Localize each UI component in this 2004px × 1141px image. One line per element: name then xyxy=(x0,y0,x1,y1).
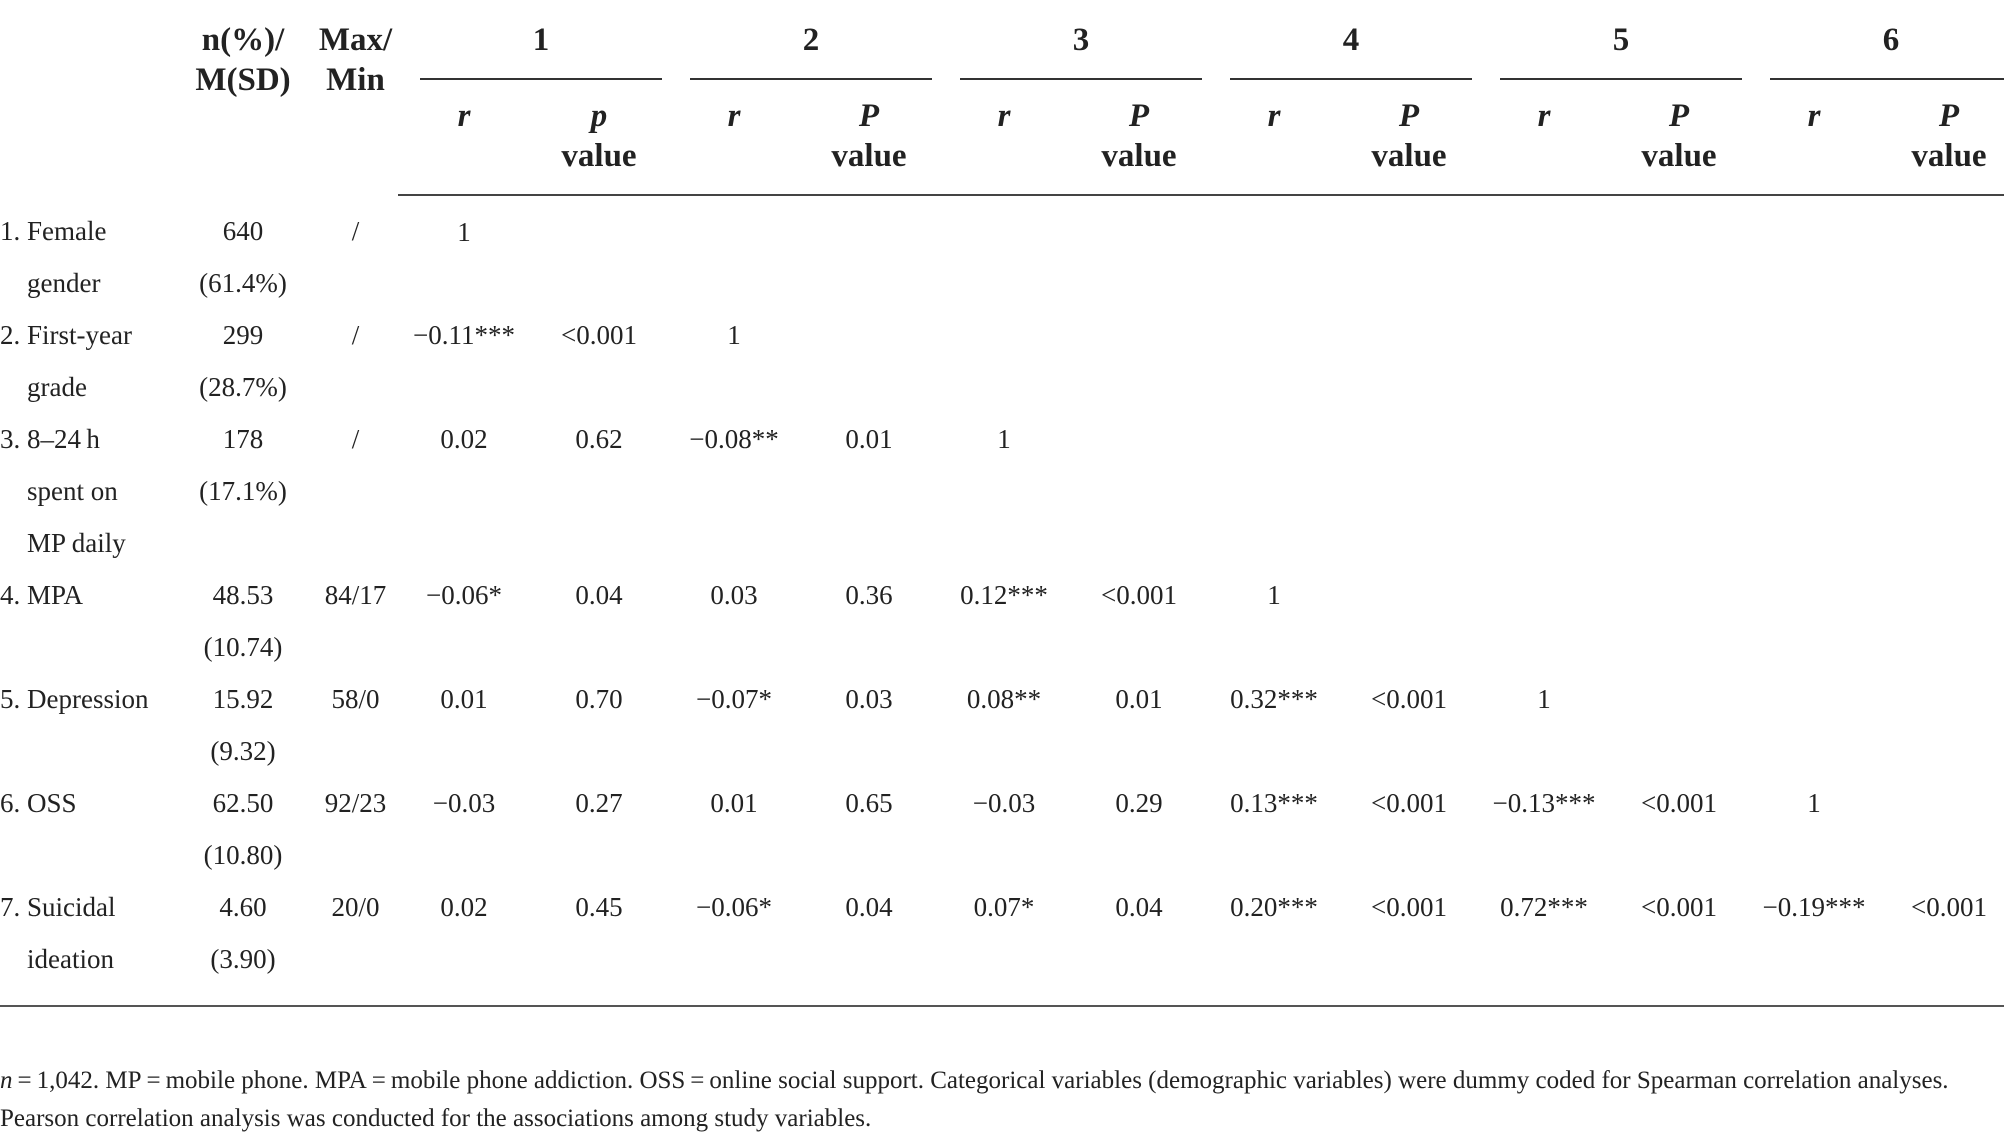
p-value-cell-2: 0.03 xyxy=(845,684,893,714)
r-value-cell-5 xyxy=(1478,195,1610,309)
row-n-msd-line: 4.60 xyxy=(219,892,267,922)
r-value-cell-5 xyxy=(1478,569,1610,673)
r-value-cell-6 xyxy=(1748,309,1880,413)
r-value-cell-2: 0.03 xyxy=(710,580,758,610)
r-value-cell-6 xyxy=(1748,673,1880,777)
row-max-min: / xyxy=(351,216,360,246)
p-value-cell-3: 0.01 xyxy=(1115,684,1163,714)
p-value-cell-3: 0.04 xyxy=(1070,881,1208,1006)
header-group-3: 3 xyxy=(938,0,1208,80)
p-value-cell-1: 0.62 xyxy=(575,424,623,454)
row-label-line: 6. OSS xyxy=(0,788,77,818)
p-value-cell-2 xyxy=(800,195,938,309)
p-value-cell-2: 0.36 xyxy=(845,580,893,610)
header-r-4: r xyxy=(1208,80,1340,195)
row-n-msd-line: (61.4%) xyxy=(199,268,287,298)
r-value-cell-1: 0.02 xyxy=(398,881,530,1006)
row-label xyxy=(0,673,173,777)
row-label xyxy=(0,309,173,413)
p-value-cell-5 xyxy=(1610,413,1748,569)
p-value-cell-3 xyxy=(1070,309,1208,413)
header-r-3: r xyxy=(938,80,1070,195)
r-value-cell-2 xyxy=(668,195,800,309)
p-value-cell-2: 0.04 xyxy=(800,881,938,1006)
table-row xyxy=(0,673,2004,777)
r-value-cell-5 xyxy=(1478,309,1610,413)
r-value-cell-3: 0.07* xyxy=(938,881,1070,1006)
p-value-cell-5 xyxy=(1610,309,1748,413)
r-value-cell-3: 1 xyxy=(997,424,1011,454)
p-value-cell-1: 0.45 xyxy=(530,881,668,1006)
row-n-msd-line: 15.92 xyxy=(212,684,274,714)
header-group-2: 2 xyxy=(668,0,938,80)
p-value-cell-3: 0.29 xyxy=(1115,788,1163,818)
header-max-line: Max/ xyxy=(318,22,393,58)
header-group-1: 1 xyxy=(398,0,668,80)
row-n-msd-line: (28.7%) xyxy=(199,372,287,402)
p-value-cell-4 xyxy=(1340,309,1478,413)
p-value-cell-6: <0.001 xyxy=(1880,881,2004,1006)
r-value-cell-4: 1 xyxy=(1267,580,1281,610)
r-value-cell-5 xyxy=(1478,413,1610,569)
table-body xyxy=(0,195,2004,1006)
p-value-cell-4 xyxy=(1340,195,1478,309)
p-value-cell-4 xyxy=(1340,569,1478,673)
header-p-5: P value xyxy=(1610,80,1748,195)
p-value-cell-5 xyxy=(1610,673,1748,777)
r-value-cell-1: 0.02 xyxy=(440,424,488,454)
header-r-5: r xyxy=(1478,80,1610,195)
row-n-msd-line: (10.80) xyxy=(203,840,283,870)
row-label-line: 5. Depression xyxy=(0,684,149,714)
row-n-msd-line: (9.32) xyxy=(210,736,276,766)
p-value-cell-6 xyxy=(1880,569,2004,673)
row-label xyxy=(0,413,173,569)
row-label-line: ideation xyxy=(27,944,114,974)
r-value-cell-2: −0.07* xyxy=(696,684,772,714)
row-n-msd xyxy=(173,195,313,309)
row-label-line: 1. Female xyxy=(0,216,107,246)
row-label-line: 7. Suicidal xyxy=(0,892,116,922)
footnote-text: = 1,042. MP = mobile phone. MPA = mobile phone addiction. OSS = online social support. Categorical variables (demographic variables) were dummy coded for Spearman correlation analyses. Pearson correlation analysis was conducted for the associations among study variables. xyxy=(0,1067,1949,1132)
p-value-cell-2 xyxy=(800,309,938,413)
table-row xyxy=(0,569,2004,673)
r-value-cell-3: 0.12*** xyxy=(960,580,1048,610)
p-value-cell-3: <0.001 xyxy=(1101,580,1177,610)
r-value-cell-4: 0.32*** xyxy=(1230,684,1318,714)
p-value-cell-1: 0.27 xyxy=(575,788,623,818)
row-max-min: 92/23 xyxy=(324,788,387,818)
r-value-cell-1: 1 xyxy=(457,217,471,247)
header-p-3: P value xyxy=(1070,80,1208,195)
p-value-cell-5: <0.001 xyxy=(1610,881,1748,1006)
p-value-cell-3 xyxy=(1070,413,1208,569)
header-min-line: Min xyxy=(326,62,385,98)
r-value-cell-6: 1 xyxy=(1807,788,1821,818)
row-n-msd-line: (17.1%) xyxy=(199,476,287,506)
header-p-6: P value xyxy=(1880,80,2004,195)
header-row-groups xyxy=(0,0,2004,80)
r-value-cell-1: −0.06* xyxy=(426,580,502,610)
header-p-4: P value xyxy=(1340,80,1478,195)
table-footnote xyxy=(0,1062,1990,1138)
p-value-cell-1: <0.001 xyxy=(561,320,637,350)
r-value-cell-5: −0.13*** xyxy=(1492,788,1596,818)
r-value-cell-2: 1 xyxy=(727,320,741,350)
header-p-1: p value xyxy=(530,80,668,195)
header-n-line: n(%)/ xyxy=(201,22,285,58)
row-label-line: MP daily xyxy=(27,528,126,558)
r-value-cell-6 xyxy=(1748,569,1880,673)
row-n-msd xyxy=(173,569,313,673)
header-p-2: P value xyxy=(800,80,938,195)
p-value-cell-6 xyxy=(1880,777,2004,881)
r-value-cell-2: −0.08** xyxy=(689,424,779,454)
r-value-cell-3: 0.08** xyxy=(966,684,1042,714)
table-header xyxy=(0,0,2004,195)
row-label-line: 2. First-year xyxy=(0,320,132,350)
header-blank-cell xyxy=(0,0,173,195)
header-group-6: 6 xyxy=(1748,0,2004,80)
r-value-cell-1: −0.03 xyxy=(432,788,496,818)
header-group-5: 5 xyxy=(1478,0,1748,80)
row-max-min: 84/17 xyxy=(324,580,387,610)
header-max-min xyxy=(313,0,398,195)
row-max-min: 20/0 xyxy=(313,881,398,1006)
r-value-cell-4 xyxy=(1208,195,1340,309)
header-r-6: r xyxy=(1748,80,1880,195)
table-row xyxy=(0,195,2004,309)
row-label-line: 3. 8–24 h xyxy=(0,424,100,454)
row-n-msd xyxy=(173,309,313,413)
r-value-cell-4: 0.20*** xyxy=(1208,881,1340,1006)
r-value-cell-3 xyxy=(938,195,1070,309)
p-value-cell-5 xyxy=(1610,195,1748,309)
r-value-cell-4 xyxy=(1208,309,1340,413)
row-n-msd-line: (10.74) xyxy=(203,632,283,662)
footnote-n-symbol: n xyxy=(0,1067,13,1094)
p-value-cell-5: <0.001 xyxy=(1641,788,1717,818)
p-value-cell-6 xyxy=(1880,413,2004,569)
p-value-cell-4: <0.001 xyxy=(1371,684,1447,714)
r-value-cell-1: 0.01 xyxy=(440,684,488,714)
table-row xyxy=(0,413,2004,569)
row-label-line: grade xyxy=(27,372,87,402)
r-value-cell-3: −0.03 xyxy=(972,788,1036,818)
r-value-cell-5: 1 xyxy=(1537,684,1551,714)
p-value-cell-1: 0.04 xyxy=(575,580,623,610)
row-label-line: spent on xyxy=(27,476,118,506)
p-value-cell-1: 0.70 xyxy=(575,684,623,714)
r-value-cell-6: −0.19*** xyxy=(1748,881,1880,1006)
r-value-cell-2: −0.06* xyxy=(668,881,800,1006)
p-value-cell-2: 0.01 xyxy=(845,424,893,454)
table-row xyxy=(0,309,2004,413)
row-n-msd-line: 48.53 xyxy=(212,580,274,610)
r-value-cell-2: 0.01 xyxy=(710,788,758,818)
row-max-min: / xyxy=(351,424,360,454)
row-n-msd-line: (3.90) xyxy=(210,944,276,974)
row-n-msd-line: 299 xyxy=(222,320,264,350)
header-n-pct xyxy=(173,0,313,195)
row-n-msd xyxy=(173,881,313,1006)
row-label xyxy=(0,195,173,309)
p-value-cell-4 xyxy=(1340,413,1478,569)
p-value-cell-6 xyxy=(1880,309,2004,413)
row-n-msd-line: 640 xyxy=(222,216,264,246)
p-value-cell-3 xyxy=(1070,195,1208,309)
r-value-cell-1: −0.11*** xyxy=(413,320,515,350)
table-row xyxy=(0,777,2004,881)
row-n-msd xyxy=(173,413,313,569)
row-max-min: 58/0 xyxy=(331,684,380,714)
r-value-cell-4: 0.13*** xyxy=(1230,788,1318,818)
header-group-4: 4 xyxy=(1208,0,1478,80)
p-value-cell-2: 0.65 xyxy=(845,788,893,818)
header-msd-line: M(SD) xyxy=(195,62,291,98)
row-label-line: 4. MPA xyxy=(0,580,84,610)
row-label xyxy=(0,777,173,881)
row-n-msd xyxy=(173,777,313,881)
header-r-1: r xyxy=(398,80,530,195)
row-label xyxy=(0,569,173,673)
row-n-msd-line: 62.50 xyxy=(212,788,274,818)
header-r-2: r xyxy=(668,80,800,195)
r-value-cell-4 xyxy=(1208,413,1340,569)
p-value-cell-6 xyxy=(1880,195,2004,309)
row-n-msd-line: 178 xyxy=(222,424,264,454)
table-row xyxy=(0,881,2004,1006)
row-label xyxy=(0,881,173,1006)
p-value-cell-4: <0.001 xyxy=(1340,881,1478,1006)
row-n-msd xyxy=(173,673,313,777)
row-max-min: / xyxy=(351,320,360,350)
row-label-line: gender xyxy=(27,268,101,298)
p-value-cell-5 xyxy=(1610,569,1748,673)
r-value-cell-6 xyxy=(1748,413,1880,569)
p-value-cell-4: <0.001 xyxy=(1371,788,1447,818)
r-value-cell-3 xyxy=(938,309,1070,413)
p-value-cell-1 xyxy=(530,195,668,309)
p-value-cell-6 xyxy=(1880,673,2004,777)
r-value-cell-5: 0.72*** xyxy=(1478,881,1610,1006)
r-value-cell-6 xyxy=(1748,195,1880,309)
